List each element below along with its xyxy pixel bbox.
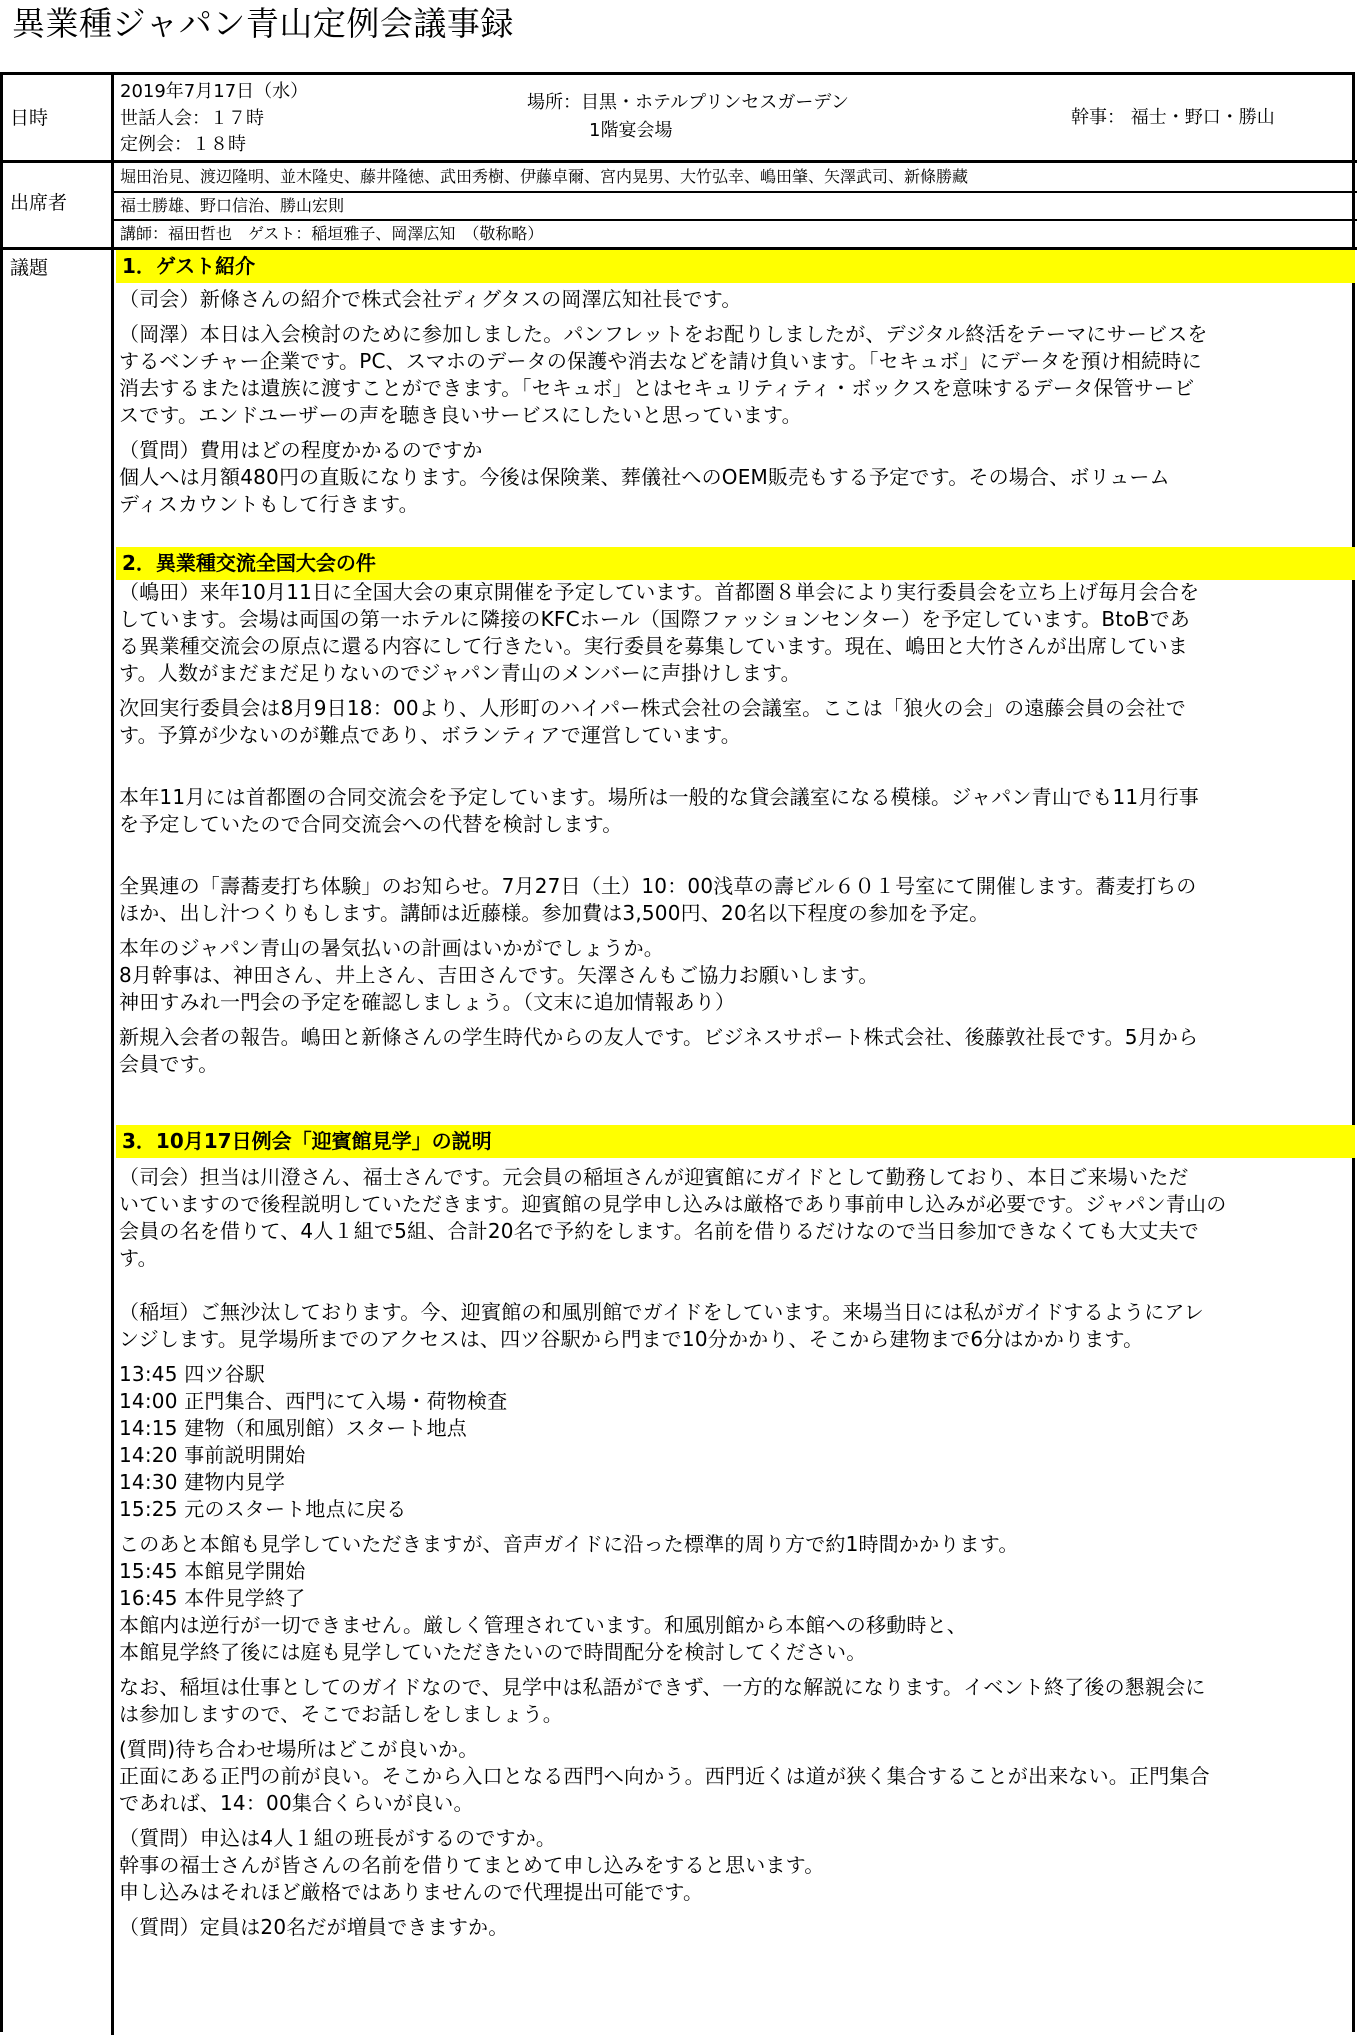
paragraph [119, 695, 1351, 749]
text-line: 新規入会者の報告。嶋田と新條さんの学生時代からの友人です。ビジネスサポート株式会社、後藤敦社長です。5月から [119, 1025, 1199, 1049]
text-line: であれば、14：00集合くらいが良い。 [119, 1791, 474, 1815]
text-line: 正面にある正門の前が良い。そこから入口となる西門へ向かう。西門近くは道が狭く集合することが出来ない。正門集合 [119, 1764, 1210, 1788]
text-line: スです。エンドユーザーの声を聴き良いサービスにしたいと思っています。 [119, 403, 802, 427]
text-line: 本館内は逆行が一切できません。厳しく管理されています。和風別館から本館への移動時と、 [119, 1613, 967, 1637]
paragraph [119, 1914, 1351, 1941]
paragraph [119, 1299, 1351, 1353]
date-label: 日時 [10, 107, 49, 129]
sewanin-time: 世話人会：１７時 [120, 108, 264, 129]
text-line: （司会）担当は川澄さん、福士さんです。元会員の稲垣さんが迎賓館にガイドとして勤務しており、本日ご来場いただ [119, 1165, 1189, 1189]
section-body-geihinkan-tour [119, 1164, 1351, 1941]
paragraph [119, 1736, 1351, 1817]
text-line: （稲垣）ご無沙汰しております。今、迎賓館の和風別館でガイドをしています。来場当日には私がガイドするようにアレ [119, 1300, 1204, 1324]
paragraph [119, 579, 1351, 687]
paragraph [119, 935, 1351, 1016]
text-line: ディスカウントもして行きます。 [119, 492, 419, 516]
agenda-label: 議題 [10, 257, 49, 279]
text-line: は参加しますので、そこでお話しをしましょう。 [119, 1702, 563, 1726]
text-line: る異業種交流会の原点に還る内容にして行きたい。実行委員を募集しています。現在、嶋田と大竹さんが出席していま [119, 634, 1188, 658]
text-line: ンジします。見学場所までのアクセスは、四ツ谷駅から門まで10分かかり、そこから建物まで6分はかかります。 [119, 1327, 1144, 1351]
minutes-table [0, 72, 1355, 2032]
paragraph [119, 286, 1351, 313]
teirei-time: 定例会：１８時 [120, 134, 246, 155]
schedule-item: 14:20 事前説明開始 [119, 1443, 306, 1467]
text-line: このあと本館も見学していただきますが、音声ガイドに沿った標準的周り方で約1時間かかります。 [119, 1532, 1019, 1556]
text-line: (質問)待ち合わせ場所はどこが良いか。 [119, 1737, 479, 1761]
section-body-national-convention [119, 579, 1351, 1078]
schedule-item: 15:45 本館見学開始 [119, 1559, 306, 1583]
schedule-item: 14:30 建物内見学 [119, 1470, 286, 1494]
text-line: 個人へは月額480円の直販になります。今後は保険業、葬儀社へのOEM販売もする予定です。その場合、ボリューム [119, 465, 1170, 489]
section-title-guest-intro: 1．ゲスト紹介 [116, 250, 1355, 283]
row-divider-date [3, 160, 1357, 163]
schedule-item: 16:45 本件見学終了 [119, 1586, 306, 1610]
text-line: 本年のジャパン青山の暑気払いの計画はいかがでしょうか。 [119, 936, 664, 960]
text-line: す。人数がまだまだ足りないのでジャパン青山のメンバーに声掛けします。 [119, 661, 801, 685]
text-line: 会員の名を借りて、4人１組で5組、合計20名で予約をします。名前を借りるだけなので当日参加できなくても大丈夫で [119, 1219, 1199, 1243]
text-line: 神田すみれ一門会の予定を確認しましょう。（文末に追加情報あり） [119, 990, 736, 1014]
schedule-item: 14:15 建物（和風別館）スタート地点 [119, 1416, 467, 1440]
text-line: いていますので後程説明していただきます。迎賓館の見学申し込みは厳格であり事前申し込みが必要です。ジャパン青山の [119, 1192, 1227, 1216]
meeting-room: 1階宴会場 [589, 120, 673, 141]
text-line: （質問）申込は4人１組の班長がするのですか。 [119, 1826, 557, 1850]
schedule-item: 15:25 元のスタート地点に戻る [119, 1497, 407, 1521]
text-line: なお、稲垣は仕事としてのガイドなので、見学中は私語ができず、一方的な解説になります。イベント終了後の懇親会に [119, 1675, 1206, 1699]
text-line: （司会）新條さんの紹介で株式会社ディグタスの岡澤広知社長です。 [119, 287, 742, 311]
paragraph [119, 1531, 1351, 1666]
text-line: （嶋田）来年10月11日に全国大会の東京開催を予定しています。首都圏８単会により実行委員会を立ち上げ毎月会合を [119, 580, 1200, 604]
text-line: す。 [119, 1246, 158, 1270]
paragraph [119, 1825, 1351, 1906]
text-line: 本年11月には首都圏の合同交流会を予定しています。場所は一般的な貸会議室になる模様。ジャパン青山でも11月行事 [119, 785, 1199, 809]
text-line: 全異連の「壽蕎麦打ち体験」のお知らせ。7月27日（土）10：00浅草の壽ビル６０１号室にて開催します。蕎麦打ちの [119, 874, 1197, 898]
text-line: 申し込みはそれほど厳格ではありませんので代理提出可能です。 [119, 1880, 704, 1904]
text-line: 会員です。 [119, 1052, 219, 1076]
text-line: するベンチャー企業です。PC、スマホのデータの保護や消去などを請け負います。「セキュボ」にデータを預け相続時に [119, 349, 1202, 373]
text-line: す。予算が少ないのが難点であり、ボランティアで運営しています。 [119, 723, 741, 747]
paragraph [119, 873, 1351, 927]
text-line: を予定していたので合同交流会への代替を検討します。 [119, 812, 623, 836]
attendee-row-guests: 講師：福田哲也 ゲスト：稲垣雅子、岡澤広知 （敬称略） [120, 224, 544, 243]
paragraph [119, 437, 1351, 518]
text-line: ほか、出し汁つくりもします。講師は近藤様。参加費は3,500円、20名以下程度の参加を予定。 [119, 901, 990, 925]
section-body-guest-intro [119, 286, 1351, 518]
organizers: 幹事： 福士・野口・勝山 [1071, 107, 1275, 128]
paragraph [119, 1024, 1351, 1078]
paragraph [119, 1674, 1351, 1728]
text-line: 次回実行委員会は8月9日18：00より、人形町のハイパー株式会社の会議室。ここは「狼火の会」の遠藤会員の会社で [119, 696, 1186, 720]
text-line: 8月幹事は、神田さん、井上さん、吉田さんです。矢澤さんもご協力お願いします。 [119, 963, 879, 987]
schedule-item: 13:45 四ツ谷駅 [119, 1362, 265, 1386]
text-line: 幹事の福士さんが皆さんの名前を借りてまとめて申し込みをすると思います。 [119, 1853, 825, 1877]
text-line: （質問）費用はどの程度かかるのですか [119, 438, 483, 462]
meeting-date: 2019年7月17日（水） [120, 81, 309, 102]
text-line: （質問）定員は20名だが増員できますか。 [119, 1915, 509, 1939]
paragraph [119, 321, 1351, 429]
attendee-row-organizers: 福士勝雄、野口信治、勝山宏則 [120, 196, 345, 215]
column-divider [111, 75, 114, 2035]
text-line: （岡澤）本日は入会検討のために参加しました。パンフレットをお配りしましたが、デジタル終活をテーマにサービスを [119, 322, 1208, 346]
text-line: 本館見学終了後には庭も見学していただきたいので時間配分を検討してください。 [119, 1640, 867, 1664]
text-line: しています。会場は両国の第一ホテルに隣接のKFCホール（国際ファッションセンター）を予定しています。BtoBであ [119, 607, 1191, 631]
schedule-item: 14:00 正門集合、西門にて入場・荷物検査 [119, 1389, 508, 1413]
section-title-national-convention: 2．異業種交流全国大会の件 [116, 547, 1355, 580]
paragraph-schedule [119, 1361, 1351, 1523]
paragraph [119, 784, 1351, 838]
section-title-geihinkan-tour: 3．10月17日例会「迎賓館見学」の説明 [116, 1125, 1355, 1158]
attendance-label: 出席者 [10, 192, 68, 214]
attendee-row-members: 堀田治見、渡辺隆明、並木隆史、藤井隆徳、武田秀樹、伊藤卓爾、宮内晃男、大竹弘幸、嶋田肇、矢澤武司、新條勝藏 [120, 167, 969, 186]
text-line: 消去するまたは遺族に渡すことができます。「セキュボ」とはセキュリティティ・ボックスを意味するデータ保管サービ [119, 376, 1195, 400]
document-title: 異業種ジャパン青山定例会議事録 [12, 4, 514, 43]
meeting-place: 場所：目黒・ホテルプリンセスガーデン [527, 92, 850, 113]
paragraph [119, 1164, 1351, 1272]
